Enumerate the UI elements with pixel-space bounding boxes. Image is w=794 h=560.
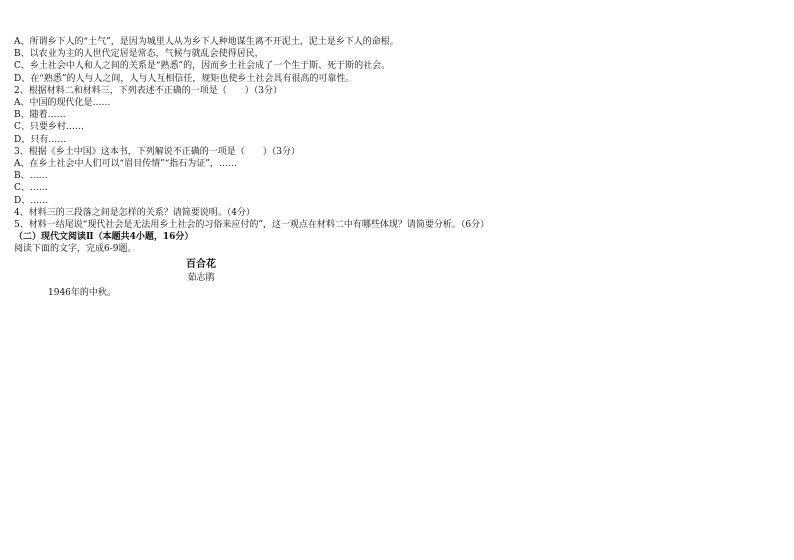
left-column <box>14 36 490 551</box>
q2-option-a: A、中国的现代化是…… <box>14 98 111 109</box>
q3-option-b: B、…… <box>14 171 48 182</box>
right-column <box>402 36 776 551</box>
q3-option-a: A、在乡土社会中人们可以“眉目传情”“指石为证”，…… <box>14 159 237 170</box>
q3-option-d: D、…… <box>14 195 49 206</box>
q1-option-c: C、乡土社会中人和人之间的关系是“熟悉”的，因而乡土社会成了一个生于斯、死于斯的社会。 <box>14 61 391 72</box>
question-4: 4、材料三的三段落之间是怎样的关系？请简要说明。（4分） <box>14 207 255 218</box>
q3-stem: 3、根据《乡土中国》这本书，下列解说不正确的一项是（ ）（3分） <box>14 146 300 157</box>
q2-option-c: C、只要乡村…… <box>14 122 84 133</box>
q2-stem: 2、根据材料二和材料三，下列表述不正确的一项是（ ）（3分） <box>14 85 282 96</box>
story-title: 百合花 <box>186 258 216 270</box>
q1-options <box>14 36 399 85</box>
q2-option-d: D、只有…… <box>14 134 67 145</box>
question-3 <box>14 146 388 207</box>
q3-option-c: C、…… <box>14 183 48 194</box>
section-title: （二）现代文阅读Ⅱ（本题共4小题，16分） <box>14 232 194 243</box>
q1-option-b: B、以农业为主的人世代定居是常态，气候与就乱会使得居民， <box>14 49 264 60</box>
question-5: 5、材料一结尾说“现代社会是无法用乡土社会的习俗来应付的”，这一观点在材料二中有哪些体现？请简要分析。（6分） <box>14 220 490 231</box>
q1-option-a: A、所谓乡下人的“土气”，是因为城里人从为乡下人种地谋生离不开泥土，泥土是乡下人的命根。 <box>14 37 399 47</box>
story-author: 茹志鹃 <box>187 272 215 283</box>
q1-option-d: D、在“熟悉”的人与人之间，人与人互相信任，规矩也使乡土社会具有很高的可靠性。 <box>14 73 355 84</box>
story-date: 1946年的中秋。 <box>48 287 116 298</box>
section-instruction: 阅读下面的文字，完成6-9题。 <box>14 244 137 255</box>
question-2 <box>14 85 388 146</box>
q2-option-b: B、随着…… <box>14 110 66 121</box>
